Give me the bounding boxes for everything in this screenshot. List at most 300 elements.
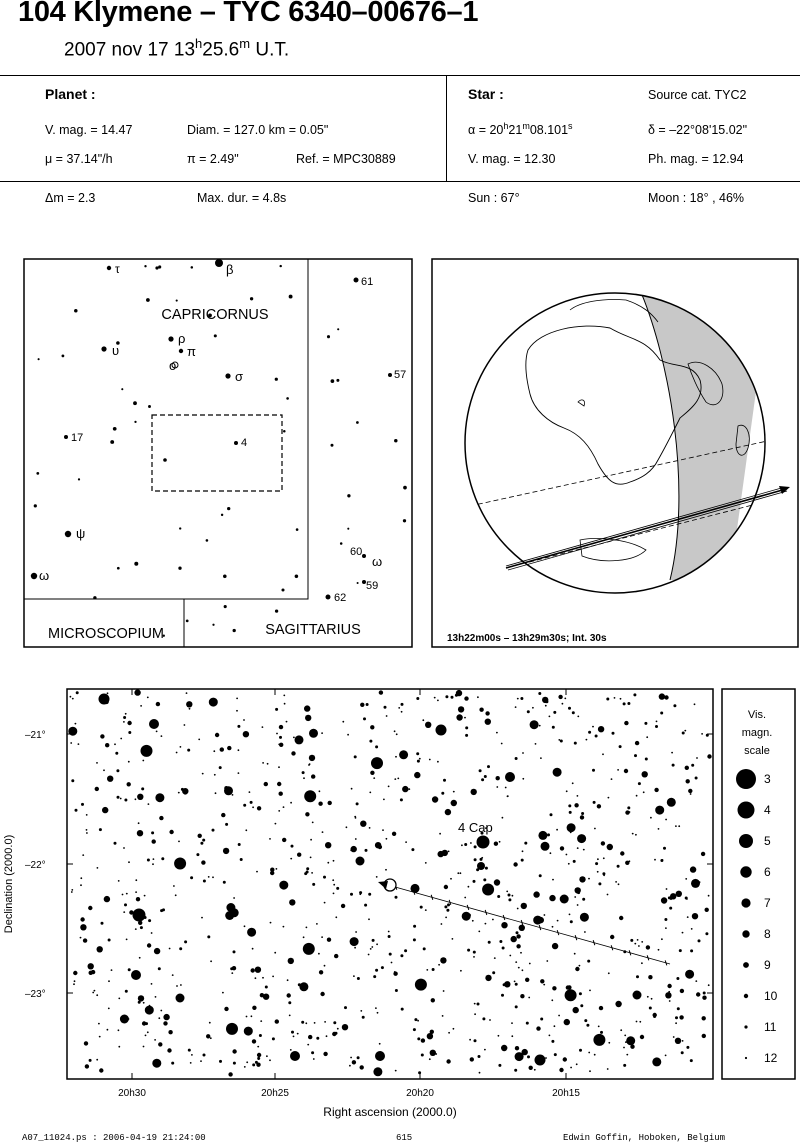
chart-star: [224, 1007, 228, 1011]
chart-star: [456, 714, 462, 720]
finder-star: [362, 554, 366, 558]
chart-star: [401, 1008, 404, 1011]
chart-star: [316, 923, 318, 925]
chart-star: [515, 961, 517, 963]
chart-star: [318, 953, 320, 955]
chart-star: [70, 742, 72, 744]
chart-star: [508, 894, 511, 897]
chart-star: [85, 1064, 89, 1068]
chart-star: [685, 970, 694, 979]
chart-star: [483, 878, 486, 881]
scale-title-line1: Vis.: [747, 709, 767, 721]
chart-star: [293, 1036, 295, 1038]
chart-star: [275, 1019, 279, 1023]
finder-star: [394, 439, 397, 442]
chart-star: [425, 722, 431, 728]
chart-star: [172, 974, 174, 976]
chart-star: [612, 732, 615, 735]
star-label-rho: ρ: [178, 331, 186, 346]
chart-star: [360, 821, 366, 827]
chart-star: [558, 695, 562, 699]
chart-star: [627, 702, 630, 705]
chart-star: [414, 772, 420, 778]
chart-star: [291, 1031, 294, 1034]
chart-star: [202, 773, 204, 775]
finder-star: [31, 573, 37, 579]
chart-star: [440, 957, 446, 963]
chart-star: [515, 1005, 518, 1008]
chart-star: [638, 945, 640, 947]
chart-star: [138, 822, 140, 824]
chart-star: [687, 916, 689, 918]
star-label-omega-sgr: ω: [372, 554, 383, 569]
chart-star: [346, 826, 348, 828]
chart-star: [401, 703, 404, 706]
chart-star: [580, 815, 584, 819]
chart-star-bright: [477, 862, 485, 870]
chart-star: [620, 851, 624, 855]
chart-star: [321, 732, 323, 734]
chart-star: [579, 992, 582, 995]
chart-star: [210, 1037, 212, 1039]
chart-star: [350, 937, 359, 946]
chart-star: [148, 803, 150, 805]
chart-star: [482, 884, 494, 896]
star-label-4: 4: [241, 437, 248, 449]
chart-star: [691, 879, 700, 888]
chart-star: [269, 838, 271, 840]
chart-star: [244, 1027, 253, 1036]
chart-star: [415, 979, 427, 991]
chart-star: [75, 723, 77, 725]
chart-star: [611, 778, 613, 780]
chart-star: [396, 733, 398, 735]
finder-star: [148, 405, 151, 408]
finder-star: [295, 575, 299, 579]
finder-star: [36, 472, 39, 475]
chart-star-bright: [131, 970, 141, 980]
chart-star: [588, 1052, 590, 1054]
chart-star: [369, 792, 371, 794]
chart-star: [304, 790, 316, 802]
chart-star: [464, 897, 466, 899]
chart-star: [695, 980, 697, 982]
chart-star: [355, 931, 357, 933]
chart-star: [251, 1015, 253, 1017]
event-date: 2007 nov 17 13$^h$25.6$^m$ U.T.: [64, 36, 290, 61]
chart-star: [201, 917, 203, 919]
star-vmag: V. mag. = 12.30: [468, 152, 556, 166]
chart-star: [602, 753, 604, 755]
chart-star: [135, 928, 137, 930]
chart-star: [574, 803, 578, 807]
chart-star: [252, 1006, 256, 1010]
chart-star: [696, 757, 698, 759]
chart-star: [444, 905, 447, 908]
chart-star: [442, 850, 448, 856]
chart-star: [73, 983, 75, 985]
chart-star: [252, 1039, 256, 1043]
chart-star: [668, 991, 670, 993]
chart-star: [448, 851, 450, 853]
chart-star: [208, 876, 210, 878]
chart-star: [478, 931, 480, 933]
chart-star: [264, 782, 268, 786]
chart-star: [547, 833, 550, 836]
finder-star: [74, 309, 78, 313]
chart-star: [379, 1043, 381, 1045]
chart-star: [520, 697, 523, 700]
chart-star: [437, 700, 439, 702]
chart-star: [595, 735, 598, 738]
chart-star: [517, 908, 519, 910]
chart-star: [675, 1038, 681, 1044]
chart-star: [448, 1032, 450, 1034]
chart-star: [201, 860, 205, 864]
chart-star: [460, 872, 462, 874]
chart-star: [147, 697, 149, 699]
scale-dot-mag-12: [745, 1057, 747, 1059]
chart-star: [120, 798, 122, 800]
chart-star: [644, 722, 647, 725]
chart-star: [324, 902, 326, 904]
chart-star: [327, 862, 329, 864]
chart-star: [636, 795, 638, 797]
chart-star: [290, 1049, 292, 1051]
chart-star: [209, 1022, 211, 1024]
chart-star: [701, 733, 703, 735]
chart-star: [257, 806, 261, 810]
chart-star: [569, 811, 572, 814]
chart-star: [368, 918, 370, 920]
chart-star: [533, 916, 542, 925]
finder-star: [354, 278, 359, 283]
chart-star: [468, 914, 471, 917]
star-label-tau: τ: [115, 262, 120, 276]
chart-star: [107, 1029, 109, 1031]
chart-star: [485, 923, 487, 925]
chart-star: [655, 806, 664, 815]
chart-star: [670, 898, 672, 900]
planet-heading: Planet :: [45, 86, 96, 102]
chart-star: [400, 954, 403, 957]
chart-star: [645, 758, 648, 761]
chart-star: [524, 842, 527, 845]
chart-star: [303, 943, 315, 955]
chart-star: [672, 764, 675, 767]
chart-star: [641, 962, 643, 964]
chart-star: [215, 792, 217, 794]
chart-star: [178, 792, 180, 794]
chart-star: [107, 776, 113, 782]
chart-star: [95, 787, 99, 791]
moon-info: Moon : 18° , 46%: [648, 191, 745, 205]
chart-star: [663, 847, 666, 850]
chart-star: [186, 701, 192, 707]
finder-star: [163, 458, 167, 462]
chart-star: [400, 798, 403, 801]
chart-star: [176, 752, 178, 754]
chart-star: [496, 732, 498, 734]
finder-star: [336, 379, 339, 382]
finder-star: [403, 519, 406, 522]
finder-star: [347, 528, 349, 530]
chart-star: [485, 711, 489, 715]
chart-star: [322, 831, 324, 833]
chart-star: [411, 848, 414, 851]
chart-star: [257, 1046, 259, 1048]
chart-star: [118, 1046, 120, 1048]
chart-star: [333, 893, 335, 895]
chart-star: [494, 879, 500, 885]
chart-star: [629, 811, 631, 813]
chart-star: [690, 793, 692, 795]
chart-star: [319, 790, 321, 792]
chart-star: [256, 1063, 260, 1067]
chart-star: [341, 904, 345, 908]
finder-star: [283, 430, 286, 433]
chart-star: [442, 1015, 444, 1017]
chart-star: [658, 828, 660, 830]
chart-star: [592, 726, 594, 728]
chart-star: [618, 883, 620, 885]
chart-star: [288, 1001, 291, 1004]
chart-star: [297, 853, 301, 857]
chart-star: [373, 777, 375, 779]
chart-star: [492, 971, 495, 974]
chart-star: [534, 1069, 536, 1071]
chart-star: [299, 982, 308, 991]
chart-star: [681, 1051, 684, 1054]
chart-star: [274, 952, 276, 954]
chart-star: [580, 1004, 583, 1007]
chart-star: [96, 762, 98, 764]
chart-star: [653, 1015, 656, 1018]
chart-star: [323, 1052, 327, 1056]
chart-star: [470, 842, 472, 844]
chart-star: [371, 757, 383, 769]
page-title: 104 Klymene – TYC 6340–00676–1: [18, 0, 479, 28]
chart-star: [675, 1022, 677, 1024]
chart-star: [502, 947, 505, 950]
chart-star: [627, 806, 630, 809]
chart-star-bright: [149, 719, 159, 729]
chart-star: [283, 806, 285, 808]
chart-star: [89, 971, 93, 975]
chart-star: [369, 827, 371, 829]
chart-star: [658, 949, 660, 951]
chart-star: [114, 743, 116, 745]
chart-star: [355, 838, 357, 840]
chart-star: [471, 789, 477, 795]
chart-star: [594, 828, 596, 830]
chart-star: [634, 754, 637, 757]
chart-star: [464, 843, 467, 846]
planet-maxdur: Max. dur. = 4.8s: [197, 191, 287, 205]
chart-star: [328, 801, 332, 805]
chart-star: [245, 829, 247, 831]
chart-star: [554, 1025, 556, 1027]
chart-star: [641, 941, 643, 943]
chart-star: [619, 916, 623, 920]
finder-star: [356, 421, 359, 424]
chart-star: [212, 829, 215, 832]
chart-star: [501, 743, 503, 745]
chart-star: [279, 736, 282, 739]
chart-star: [431, 998, 435, 1002]
chart-star: [200, 842, 203, 845]
chart-star: [151, 932, 153, 934]
chart-star: [521, 859, 524, 862]
finder-star: [331, 379, 335, 383]
chart-star: [553, 711, 556, 714]
chart-star: [126, 939, 128, 941]
chart-star: [184, 940, 187, 943]
star-delta: δ = –22°08'15.02": [648, 123, 748, 137]
star-label-61: 61: [361, 276, 374, 288]
chart-star: [669, 1000, 671, 1002]
chart-star: [108, 939, 111, 942]
chart-star: [337, 1028, 339, 1030]
chart-star: [608, 972, 610, 974]
chart-star: [99, 1036, 101, 1038]
chart-star: [128, 968, 131, 971]
chart-star: [594, 1054, 596, 1056]
chart-star: [659, 693, 665, 699]
footer-page: 615: [396, 1133, 413, 1143]
chart-star: [511, 1022, 513, 1024]
chart-star: [404, 949, 407, 952]
chart-star: [86, 814, 88, 816]
chart-star: [469, 1039, 471, 1041]
chart-star: [522, 752, 524, 754]
scale-dot-mag-3: [736, 769, 756, 789]
chart-star: [560, 895, 569, 904]
star-heading: Star :: [468, 86, 504, 102]
chart-star-bright: [290, 1051, 300, 1061]
chart-star: [141, 745, 153, 757]
chart-star: [702, 1034, 706, 1038]
chart-star: [516, 944, 520, 948]
chart-star: [529, 963, 531, 965]
chart-star: [156, 731, 158, 733]
chart-star: [664, 918, 667, 921]
chart-star: [115, 752, 118, 755]
chart-star: [272, 1037, 275, 1040]
chart-star: [429, 1058, 431, 1060]
chart-star: [360, 1010, 362, 1012]
chart-star: [178, 841, 180, 843]
chart-star: [567, 985, 571, 989]
chart-star: [108, 980, 110, 982]
scale-title-line3: scale: [744, 745, 770, 757]
chart-star: [553, 768, 562, 777]
chart-star: [99, 1068, 103, 1072]
chart-star: [637, 939, 639, 941]
chart-star: [269, 1059, 271, 1061]
chart-star: [468, 886, 470, 888]
finder-star: [34, 504, 37, 507]
chart-star: [494, 842, 498, 846]
chart-star: [624, 1035, 626, 1037]
chart-star: [536, 1026, 540, 1030]
chart-star: [642, 771, 648, 777]
chart-star: [651, 998, 653, 1000]
chart-star: [587, 960, 590, 963]
chart-star: [597, 804, 601, 808]
chart-star: [303, 777, 305, 779]
chart-star: [72, 698, 74, 700]
chart-star: [258, 1058, 260, 1060]
chart-star: [570, 920, 573, 923]
chart-star: [695, 777, 698, 780]
chart-star: [232, 1049, 236, 1053]
chart-star: [438, 964, 440, 966]
chart-star: [92, 992, 94, 994]
chart-star: [80, 917, 84, 921]
chart-star: [349, 1065, 351, 1067]
chart-star: [190, 1062, 192, 1064]
chart-star: [572, 782, 574, 784]
chart-star: [287, 993, 291, 997]
chart-star: [305, 1022, 307, 1024]
chart-star: [685, 766, 689, 770]
scale-label-mag-11: 11: [764, 1020, 777, 1034]
chart-star: [128, 861, 130, 863]
finder-star: [110, 440, 114, 444]
ytick-22: –22°: [25, 860, 46, 871]
chart-star: [94, 990, 96, 992]
star-label-17: 17: [71, 432, 84, 444]
chart-star: [445, 917, 447, 919]
chart-star: [80, 937, 82, 939]
chart-star: [447, 903, 450, 906]
chart-star: [286, 721, 288, 723]
chart-star: [301, 1021, 304, 1024]
chart-star: [573, 860, 576, 863]
chart-star: [610, 935, 614, 939]
chart-star: [562, 703, 564, 705]
chart-star: [552, 726, 555, 729]
star-label-4-cap: 4 Cap: [458, 820, 493, 835]
chart-star: [135, 798, 137, 800]
chart-star: [327, 938, 331, 942]
finder-star: [65, 531, 71, 537]
finder-star: [296, 528, 299, 531]
chart-star: [574, 896, 576, 898]
chart-star: [593, 801, 596, 804]
chart-star: [598, 726, 604, 732]
planet-vmag: V. mag. = 14.47: [45, 123, 133, 137]
chart-star: [270, 868, 274, 872]
chart-star: [630, 939, 633, 942]
chart-star: [336, 887, 339, 890]
chart-star: [394, 971, 396, 973]
chart-star: [586, 739, 588, 741]
chart-star: [543, 984, 545, 986]
finder-star: [113, 427, 117, 431]
chart-star: [435, 1053, 437, 1055]
chart-star: [516, 931, 519, 934]
finder-star: [388, 373, 392, 377]
chart-star: [233, 897, 235, 899]
chart-star: [425, 862, 427, 864]
scale-label-mag-4: 4: [764, 803, 771, 817]
chart-star: [614, 697, 616, 699]
chart-star: [213, 750, 215, 752]
chart-star: [123, 911, 125, 913]
chart-star: [580, 913, 589, 922]
